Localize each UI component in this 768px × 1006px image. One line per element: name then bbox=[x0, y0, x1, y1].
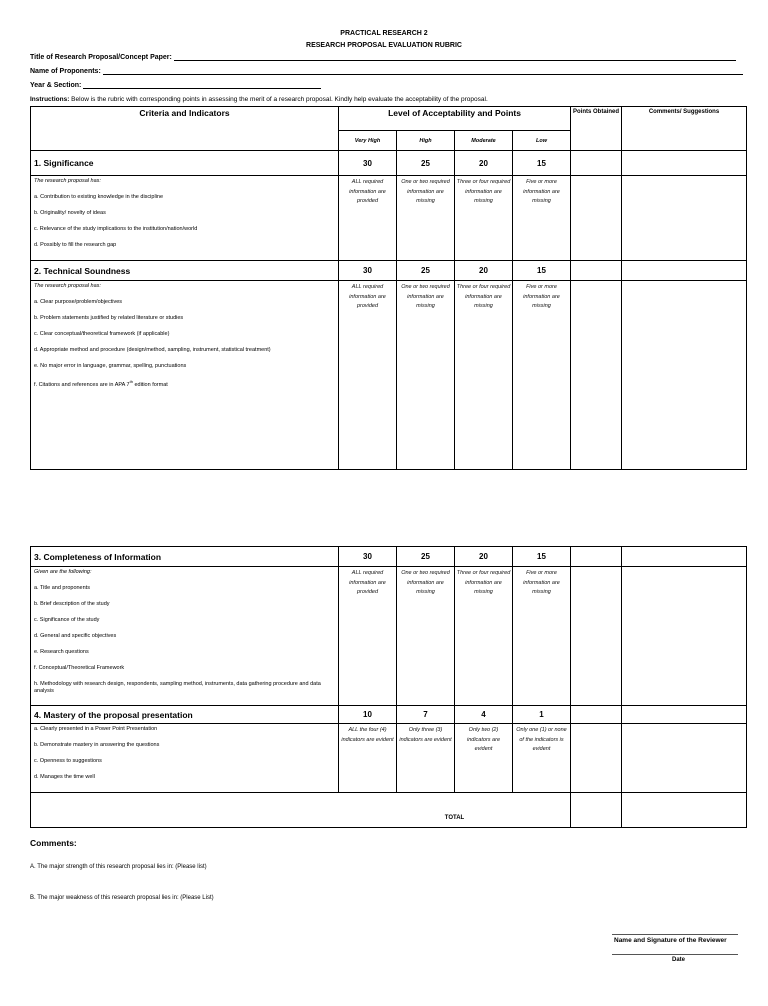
indicator-item: b. Problem statements justified by related literature or studies bbox=[34, 315, 184, 321]
comments-cell[interactable] bbox=[622, 706, 747, 724]
date-line[interactable] bbox=[612, 954, 738, 955]
indicator-intro: The research proposal has: bbox=[34, 283, 101, 289]
points-value: 7 bbox=[397, 706, 455, 724]
indicator-item: a. Title and proponents bbox=[34, 585, 90, 591]
comments-cell[interactable] bbox=[622, 724, 747, 793]
comments-cell[interactable] bbox=[622, 567, 747, 706]
level-description: Only three (3) indicators are evident bbox=[397, 724, 455, 793]
section-title: 1. Significance bbox=[31, 151, 339, 176]
year-section-label: Year & Section: bbox=[30, 82, 82, 89]
comments-cell[interactable] bbox=[622, 547, 747, 567]
points-value: 20 bbox=[455, 151, 513, 176]
indicator-item: b. Brief description of the study bbox=[34, 601, 110, 607]
title-label: Title of Research Proposal/Concept Paper: bbox=[30, 54, 172, 61]
level-description: ALL required information are provided bbox=[339, 567, 397, 706]
strength-prompt: A. The major strength of this research proposal lies in: (Please list) bbox=[30, 864, 207, 870]
points-value: 30 bbox=[339, 151, 397, 176]
indicator-item: a. Contribution to existing knowledge in the discipline bbox=[34, 194, 164, 200]
points-obtained-header: Points Obtained bbox=[571, 107, 622, 151]
level-header: Level of Acceptability and Points bbox=[339, 107, 571, 131]
rubric-table-2 bbox=[30, 546, 747, 828]
points-value: 30 bbox=[339, 547, 397, 567]
level-description: Only two (2) indicators are evident bbox=[455, 724, 513, 793]
instructions-label: Instructions: bbox=[30, 96, 70, 103]
points-value: 25 bbox=[397, 547, 455, 567]
indicator-item: h. Methodology with research design, respondents, sampling method, instruments, data gathering procedure and data analysis bbox=[34, 681, 321, 694]
level-description: Three or four required information are missing bbox=[455, 281, 513, 470]
rubric-table-1 bbox=[30, 106, 747, 470]
total-comments-cell[interactable] bbox=[622, 793, 747, 828]
indicator-item: c. Openness to suggestions bbox=[34, 758, 102, 764]
level-description: ALL required information are provided bbox=[339, 281, 397, 470]
indicator-item: d. General and specific objectives bbox=[34, 633, 117, 639]
indicators-cell bbox=[31, 176, 339, 261]
points-value: 20 bbox=[455, 261, 513, 281]
level-description: One or two required information are missing bbox=[397, 567, 455, 706]
level-description: ALL the four (4) indicators are evident bbox=[339, 724, 397, 793]
points-obtained-cell[interactable] bbox=[571, 281, 622, 470]
points-value: 15 bbox=[513, 261, 571, 281]
title-input-line[interactable] bbox=[174, 54, 736, 61]
criteria-header: Criteria and Indicators bbox=[31, 107, 339, 151]
total-label: TOTAL bbox=[31, 793, 571, 828]
year-section-field bbox=[30, 82, 321, 89]
comments-cell[interactable] bbox=[622, 151, 747, 176]
points-value: 4 bbox=[455, 706, 513, 724]
comments-title: Comments: bbox=[30, 838, 77, 848]
points-obtained-cell[interactable] bbox=[571, 151, 622, 176]
points-obtained-cell[interactable] bbox=[571, 724, 622, 793]
instructions bbox=[30, 96, 488, 103]
comments-header: Comments/ Suggestions bbox=[622, 107, 747, 151]
level-description: One or two required information are missing bbox=[397, 176, 455, 261]
points-obtained-cell[interactable] bbox=[571, 567, 622, 706]
points-value: 15 bbox=[513, 547, 571, 567]
level-description: Five or more information are missing bbox=[513, 176, 571, 261]
level-description: Five or more information are missing bbox=[513, 281, 571, 470]
section-title: 4. Mastery of the proposal presentation bbox=[31, 706, 339, 724]
level-description: Only one (1) or none of the indicators is evident bbox=[513, 724, 571, 793]
points-value: 30 bbox=[339, 261, 397, 281]
indicator-item-text: edition format bbox=[132, 381, 168, 388]
indicators-cell bbox=[31, 281, 339, 470]
indicator-item: d. Manages the time well bbox=[34, 774, 95, 780]
level-description: Three or four required information are missing bbox=[455, 567, 513, 706]
indicator-item: d. Possibly to fill the research gap bbox=[34, 242, 117, 248]
total-points-cell[interactable] bbox=[571, 793, 622, 828]
indicator-item: c. Significance of the study bbox=[34, 617, 100, 623]
indicator-item: b. Demonstrate mastery in answering the questions bbox=[34, 742, 160, 748]
comments-cell[interactable] bbox=[622, 176, 747, 261]
indicator-item: b. Originality/ novelty of ideas bbox=[34, 210, 106, 216]
signature-line[interactable] bbox=[612, 934, 738, 935]
indicator-item-text: f. Citations and references are in APA 7 bbox=[34, 381, 130, 388]
points-obtained-cell[interactable] bbox=[571, 261, 622, 281]
points-value: 25 bbox=[397, 261, 455, 281]
indicator-item: a. Clearly presented in a Power Point Presentation bbox=[34, 726, 158, 732]
year-section-input-line[interactable] bbox=[83, 82, 321, 89]
indicator-item: d. Appropriate method and procedure (design/method, sampling, instrument, statistical treatment) bbox=[34, 347, 271, 353]
level-description: Five or more information are missing bbox=[513, 567, 571, 706]
superscript: th bbox=[129, 379, 133, 384]
proponents-input-line[interactable] bbox=[103, 68, 743, 75]
title-field bbox=[30, 54, 736, 61]
section-title: 2. Technical Soundness bbox=[31, 261, 339, 281]
weakness-prompt: B. The major weakness of this research proposal lies in: (Please List) bbox=[30, 895, 214, 901]
points-obtained-cell[interactable] bbox=[571, 176, 622, 261]
level-description: Three or four required information are missing bbox=[455, 176, 513, 261]
document-title: PRACTICAL RESEARCH 2 bbox=[340, 30, 428, 37]
comments-cell[interactable] bbox=[622, 281, 747, 470]
indicator-item bbox=[34, 379, 335, 388]
points-obtained-cell[interactable] bbox=[571, 547, 622, 567]
proponents-label: Name of Proponents: bbox=[30, 68, 101, 75]
level-very-high: Very High bbox=[339, 131, 397, 151]
points-value: 1 bbox=[513, 706, 571, 724]
indicators-cell bbox=[31, 724, 339, 793]
document-subtitle: RESEARCH PROPOSAL EVALUATION RUBRIC bbox=[306, 42, 462, 49]
indicator-item: c. Clear conceptual/theoretical framework (if applicable) bbox=[34, 331, 170, 337]
indicator-item: c. Relevance of the study implications to the institution/nation/world bbox=[34, 226, 198, 232]
indicator-intro: Given are the following: bbox=[34, 569, 92, 575]
section-title: 3. Completeness of Information bbox=[31, 547, 339, 567]
level-low: Low bbox=[513, 131, 571, 151]
level-description: ALL required information are provided bbox=[339, 176, 397, 261]
indicator-item: e. No major error in language, grammar, spelling, punctuations bbox=[34, 363, 187, 369]
date-label: Date bbox=[672, 957, 686, 963]
level-moderate: Moderate bbox=[455, 131, 513, 151]
level-description: One or two required information are missing bbox=[397, 281, 455, 470]
points-value: 25 bbox=[397, 151, 455, 176]
points-value: 15 bbox=[513, 151, 571, 176]
proponents-field bbox=[30, 68, 743, 75]
points-value: 10 bbox=[339, 706, 397, 724]
indicator-item: a. Clear purpose/problem/objectives bbox=[34, 299, 123, 305]
indicators-cell bbox=[31, 567, 339, 706]
indicator-item: e. Research questions bbox=[34, 649, 89, 655]
instructions-text: Below is the rubric with corresponding points in assessing the merit of a research proposal. Kindly help evaluate the acceptability of the proposal. bbox=[69, 96, 488, 103]
comments-cell[interactable] bbox=[622, 261, 747, 281]
reviewer-signature-label: Name and Signature of the Reviewer bbox=[614, 937, 727, 944]
points-value: 20 bbox=[455, 547, 513, 567]
indicator-intro: The research proposal has: bbox=[34, 178, 101, 184]
points-obtained-cell[interactable] bbox=[571, 706, 622, 724]
indicator-item: f. Conceptual/Theoretical Framework bbox=[34, 665, 125, 671]
level-high: High bbox=[397, 131, 455, 151]
